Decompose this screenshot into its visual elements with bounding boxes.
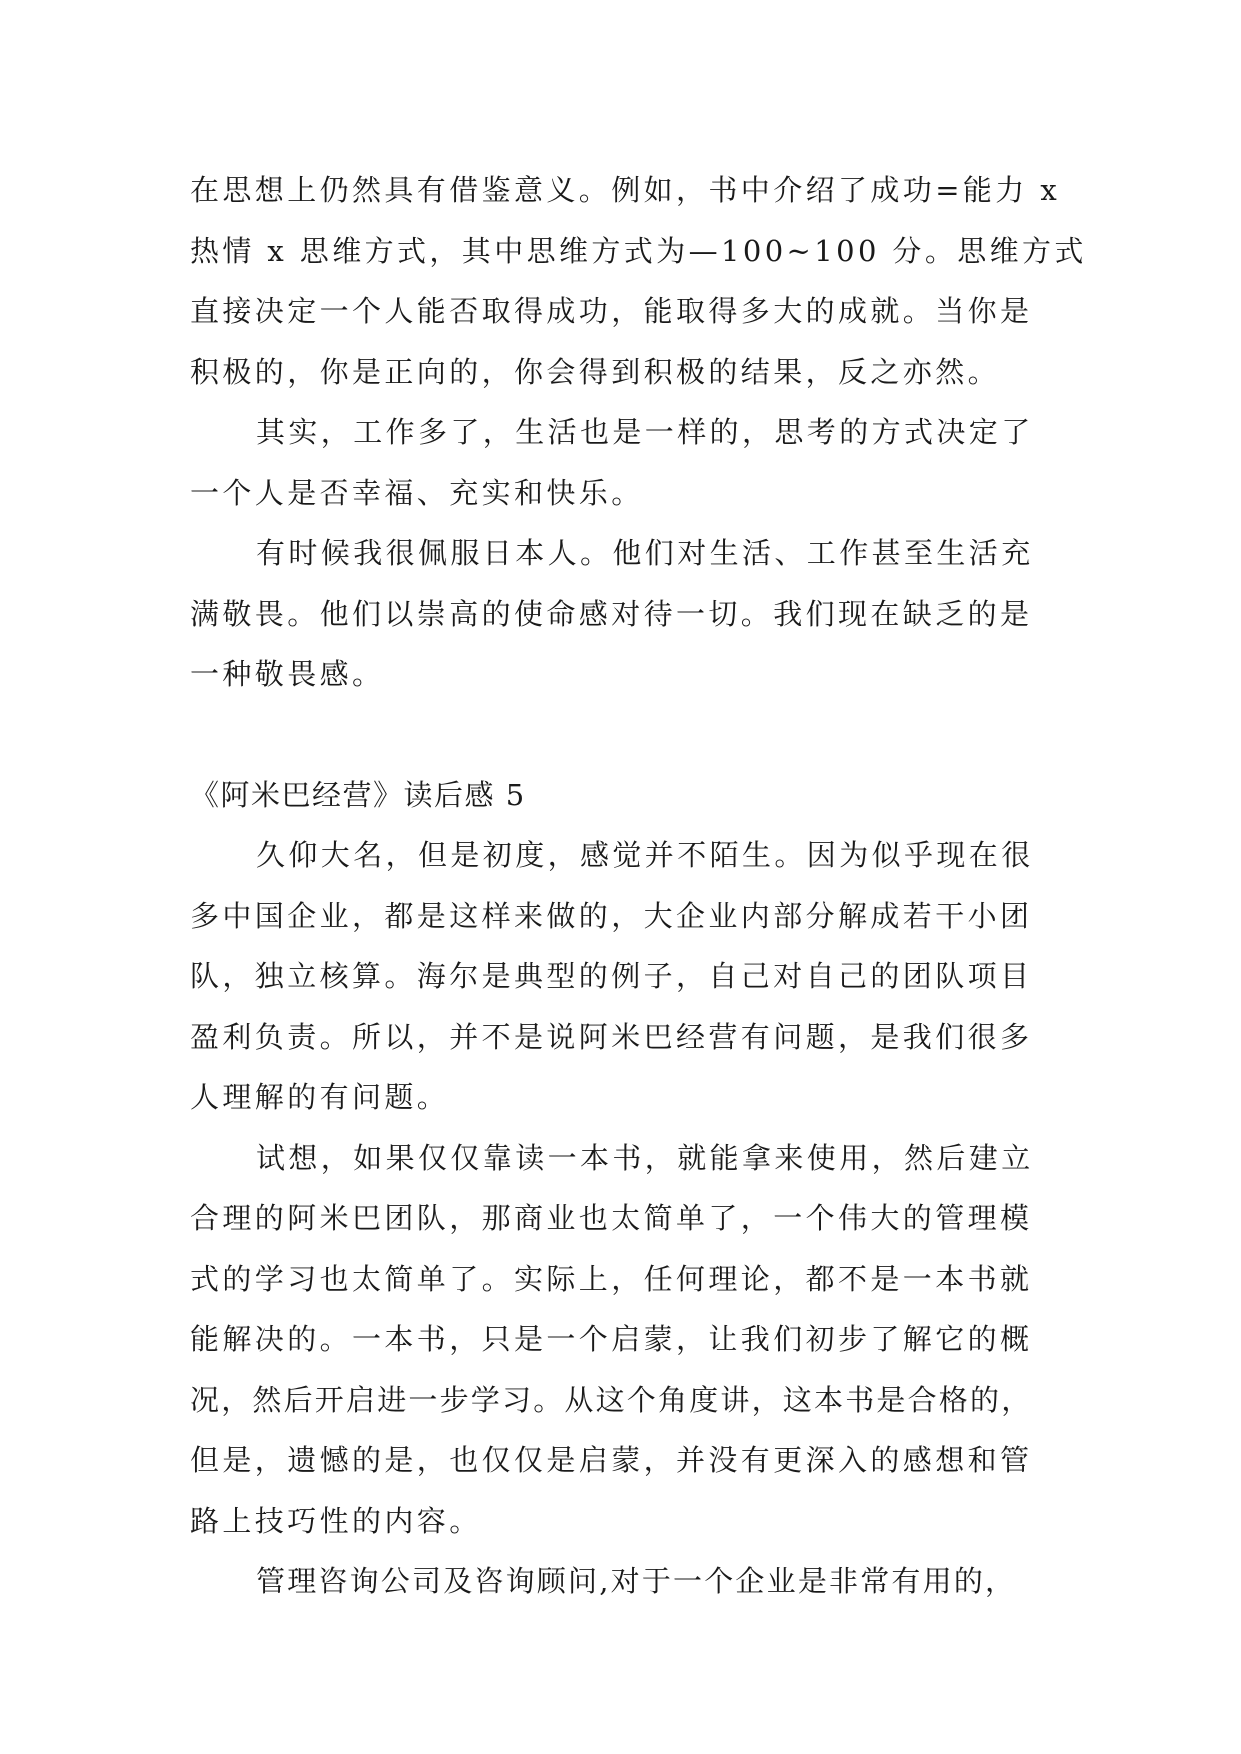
text-line: 况，然后开启进一步学习。从这个角度讲，这本书是合格的， <box>190 1382 1033 1417</box>
text-line: 积极的，你是正向的，你会得到积极的结果，反之亦然。 <box>190 354 1001 389</box>
paragraph-4 <box>190 825 1055 1128</box>
text-line: 热情 x 思维方式，其中思维方式为—100~100 分。思维方式 <box>190 233 1087 268</box>
section-spacer <box>190 705 1055 765</box>
text-line: 合理的阿米巴团队，那商业也太简单了，一个伟大的管理模 <box>190 1201 1033 1235</box>
text-line: 人理解的有问题。 <box>190 1080 450 1114</box>
text-line: 一种敬畏感。 <box>190 657 385 691</box>
text-line: 盈利负责。所以，并不是说阿米巴经营有问题，是我们很多 <box>190 1019 1033 1054</box>
paragraph-2 <box>190 402 1055 523</box>
text-line: 多中国企业，都是这样来做的，大企业内部分解成若干小团 <box>190 898 1033 933</box>
text-line: 一个人是否幸福、充实和快乐。 <box>190 475 644 510</box>
document-body <box>190 160 1087 1612</box>
text-line: 久仰大名，但是初度，感觉并不陌生。因为似乎现在很 <box>256 838 1034 872</box>
paragraph-1 <box>190 160 1087 402</box>
text-line: 能解决的。一本书，只是一个启蒙，让我们初步了解它的概 <box>190 1322 1033 1356</box>
text-line: 满敬畏。他们以崇高的使命感对待一切。我们现在缺乏的是 <box>190 596 1033 631</box>
text-line: 但是，遗憾的是，也仅仅是启蒙，并没有更深入的感想和管 <box>190 1443 1033 1477</box>
paragraph-3 <box>190 523 1055 705</box>
text-line: 式的学习也太简单了。实际上，任何理论，都不是一本书就 <box>190 1261 1033 1296</box>
text-line: 队，独立核算。海尔是典型的例子，自己对自己的团队项目 <box>190 959 1033 993</box>
text-line: 直接决定一个人能否取得成功，能取得多大的成就。当你是 <box>190 294 1033 328</box>
text-line: 在思想上仍然具有借鉴意义。例如，书中介绍了成功=能力 x <box>190 173 1061 207</box>
text-line: 管理咨询公司及咨询顾问,对于一个企业是非常有用的， <box>256 1564 1017 1598</box>
paragraph-5 <box>190 1128 1055 1552</box>
text-line: 试想，如果仅仅靠读一本书，就能拿来使用，然后建立 <box>256 1140 1034 1175</box>
paragraph-6 <box>190 1551 1055 1612</box>
section-heading: 《阿米巴经营》读后感 5 <box>190 777 526 812</box>
text-line: 路上技巧性的内容。 <box>190 1503 482 1538</box>
text-line: 其实，工作多了，生活也是一样的，思考的方式决定了 <box>256 415 1034 449</box>
text-line: 有时候我很佩服日本人。他们对生活、工作甚至生活充 <box>256 536 1034 570</box>
